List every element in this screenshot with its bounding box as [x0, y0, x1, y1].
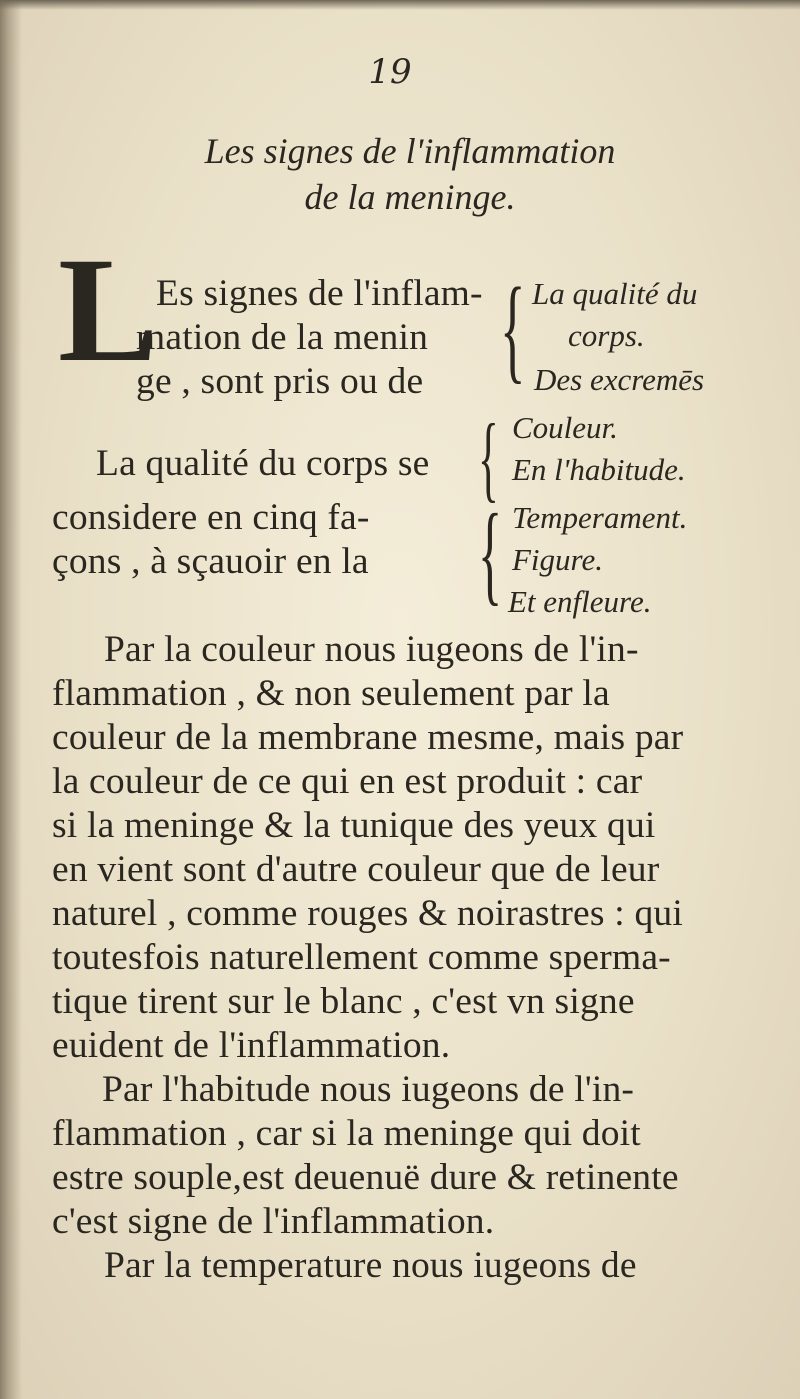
curly-brace-icon: {	[500, 263, 526, 394]
curly-brace-icon: {	[478, 404, 499, 511]
body-line: Par la couleur nous iugeons de l'in-	[104, 629, 639, 670]
section-title	[150, 128, 670, 220]
body-line: si la meninge & la tunique des yeux qui	[52, 805, 656, 846]
body-line: naturel , comme rouges & noirastres : qui	[52, 893, 683, 934]
section-title-line-1: Les signes de l'inflammation	[204, 131, 616, 171]
side-note: Couleur.	[512, 410, 618, 445]
side-note: Temperament.	[512, 500, 688, 535]
body-line: c'est signe de l'inflammation.	[52, 1201, 495, 1242]
body-line: la couleur de ce qui en est produit : car	[52, 761, 643, 802]
page-edge-shadow-left	[0, 0, 22, 1399]
intro-line: Es signes de l'inflam-	[156, 273, 483, 314]
curly-brace-icon: {	[478, 492, 503, 616]
body-line: euident de l'inflammation.	[52, 1025, 451, 1066]
body-line: en vient sont d'autre couleur que de leur	[52, 849, 660, 890]
side-note: Des excremēs	[534, 362, 705, 397]
side-note: En l'habitude.	[512, 452, 686, 487]
intro-line: mation de la menin	[136, 317, 429, 358]
drop-cap: L	[58, 227, 159, 393]
body-line: considere en cinq fa-	[52, 497, 370, 538]
side-note: Et enfleure.	[508, 584, 652, 619]
side-note: Figure.	[512, 542, 603, 577]
body-line: estre souple,est deuenuë dure & retinente	[52, 1157, 679, 1198]
body-line: couleur de la membrane mesme, mais par	[52, 717, 684, 758]
body-line: çons , à sçauoir en la	[52, 541, 369, 582]
body-line: toutesfois naturellement comme sperma-	[52, 937, 671, 978]
intro-line: ge , sont pris ou de	[136, 361, 424, 402]
page-edge-shadow-top	[0, 0, 800, 10]
page-number: 19	[368, 52, 412, 92]
side-note: La qualité du	[532, 276, 698, 311]
body-line: Par l'habitude nous iugeons de l'in-	[102, 1069, 635, 1110]
section-title-line-2: de la meninge.	[304, 177, 516, 217]
body-line: Par la temperature nous iugeons de	[104, 1245, 637, 1286]
body-line: flammation , car si la meninge qui doit	[52, 1113, 641, 1154]
side-note: corps.	[568, 318, 645, 353]
body-line: tique tirent sur le blanc , c'est vn signe	[52, 981, 635, 1022]
body-line: La qualité du corps se	[96, 443, 430, 484]
body-line: flammation , & non seulement par la	[52, 673, 610, 714]
